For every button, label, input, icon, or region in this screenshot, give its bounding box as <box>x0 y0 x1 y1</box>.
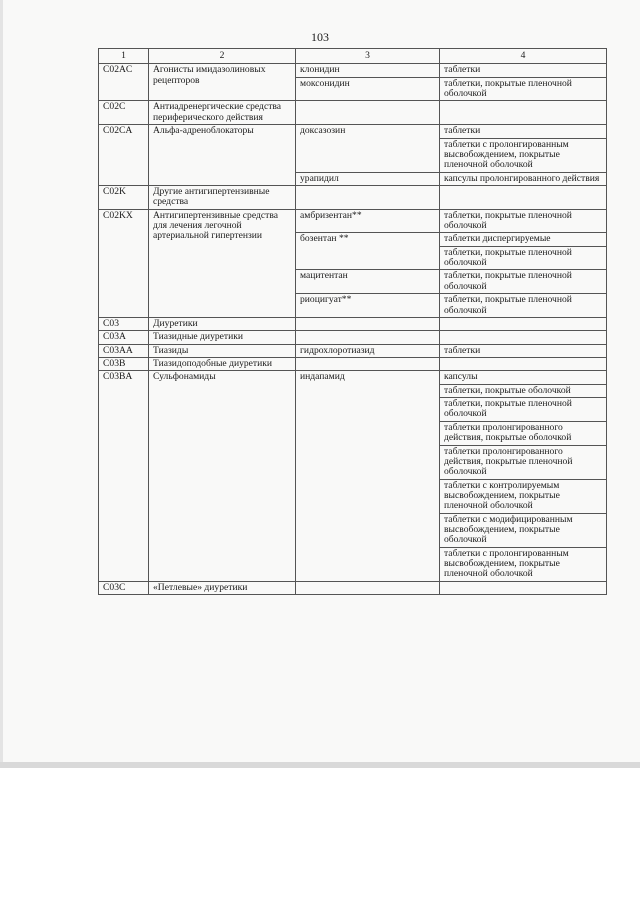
dosage-form: таблетки пролонгированного действия, покрытые оболочкой <box>440 421 607 445</box>
drug-name <box>296 581 440 594</box>
drug-name: индапамид <box>296 371 440 581</box>
blank-margin <box>0 768 640 905</box>
table-row <box>99 371 607 384</box>
table-row <box>99 209 607 233</box>
dosage-form: таблетки с контролируемым высвобождением, покрытые пленочной оболочкой <box>440 479 607 513</box>
table-row <box>99 331 607 344</box>
drug-name: клонидин <box>296 64 440 77</box>
drug-name: амбризентан** <box>296 209 440 233</box>
dosage-form: таблетки, покрытые пленочной оболочкой <box>440 270 607 294</box>
drug-name <box>296 101 440 125</box>
dosage-form <box>440 357 607 370</box>
group-name: Другие антигипертензивные средства <box>149 185 296 209</box>
dosage-form: таблетки, покрытые пленочной оболочкой <box>440 77 607 101</box>
column-header: 4 <box>440 49 607 64</box>
group-name: Сульфонамиды <box>149 371 296 581</box>
dosage-form: таблетки пролонгированного действия, покрытые пленочной оболочкой <box>440 445 607 479</box>
table-row <box>99 581 607 594</box>
column-header: 1 <box>99 49 149 64</box>
table-row <box>99 185 607 209</box>
table-row <box>99 64 607 77</box>
page-number: 103 <box>311 30 329 44</box>
group-name: «Петлевые» диуретики <box>149 581 296 594</box>
drug-name: мацитентан <box>296 270 440 294</box>
dosage-form <box>440 331 607 344</box>
dosage-form: таблетки <box>440 344 607 357</box>
group-name: Диуретики <box>149 317 296 330</box>
drug-name: урапидил <box>296 172 440 185</box>
group-name: Антиадренергические средства периферического действия <box>149 101 296 125</box>
drug-name: моксонидин <box>296 77 440 101</box>
drug-name: доксазозин <box>296 125 440 172</box>
drug-name <box>296 317 440 330</box>
column-header: 2 <box>149 49 296 64</box>
dosage-form: таблетки с модифицированным высвобождением, покрытые оболочкой <box>440 513 607 547</box>
dosage-form: таблетки <box>440 125 607 138</box>
drug-table <box>98 48 607 595</box>
drug-name <box>296 331 440 344</box>
atc-code: C03A <box>99 331 149 344</box>
atc-code: C02CA <box>99 125 149 186</box>
atc-code: C02K <box>99 185 149 209</box>
dosage-form: таблетки, покрытые пленочной оболочкой <box>440 398 607 422</box>
atc-code: C03BA <box>99 371 149 581</box>
dosage-form: таблетки с пролонгированным высвобождением, покрытые пленочной оболочкой <box>440 547 607 581</box>
group-name: Альфа-адреноблокаторы <box>149 125 296 186</box>
group-name: Тиазиды <box>149 344 296 357</box>
dosage-form: капсулы пролонгированного действия <box>440 172 607 185</box>
dosage-form: таблетки, покрытые пленочной оболочкой <box>440 294 607 318</box>
atc-code: C03B <box>99 357 149 370</box>
drug-name: риоцигуат** <box>296 294 440 318</box>
dosage-form <box>440 317 607 330</box>
column-header: 3 <box>296 49 440 64</box>
atc-code: C02C <box>99 101 149 125</box>
dosage-form: таблетки <box>440 64 607 77</box>
drug-name: бозентан ** <box>296 233 440 270</box>
group-name: Антигипертензивные средства для лечения легочной артериальной гипертензии <box>149 209 296 317</box>
drug-name: гидрохлоротиазид <box>296 344 440 357</box>
scan-edge <box>0 0 3 768</box>
group-name: Агонисты имидазолиновых рецепторов <box>149 64 296 101</box>
dosage-form <box>440 185 607 209</box>
group-name: Тиазидоподобные диуретики <box>149 357 296 370</box>
dosage-form: таблетки диспергируемые <box>440 233 607 246</box>
dosage-form: таблетки, покрытые пленочной оболочкой <box>440 209 607 233</box>
table-row <box>99 317 607 330</box>
dosage-form: капсулы <box>440 371 607 384</box>
dosage-form: таблетки, покрытые пленочной оболочкой <box>440 246 607 270</box>
drug-name <box>296 185 440 209</box>
atc-code: C03AA <box>99 344 149 357</box>
dosage-form: таблетки с пролонгированным высвобождением, покрытые пленочной оболочкой <box>440 138 607 172</box>
table-row <box>99 125 607 138</box>
table-row <box>99 101 607 125</box>
atc-code: C02AC <box>99 64 149 101</box>
atc-code: C02KX <box>99 209 149 317</box>
atc-code: C03C <box>99 581 149 594</box>
dosage-form <box>440 101 607 125</box>
header-row <box>99 49 607 64</box>
atc-code: C03 <box>99 317 149 330</box>
dosage-form: таблетки, покрытые оболочкой <box>440 384 607 397</box>
dosage-form <box>440 581 607 594</box>
drug-name <box>296 357 440 370</box>
table-row <box>99 344 607 357</box>
group-name: Тиазидные диуретики <box>149 331 296 344</box>
table-row <box>99 357 607 370</box>
